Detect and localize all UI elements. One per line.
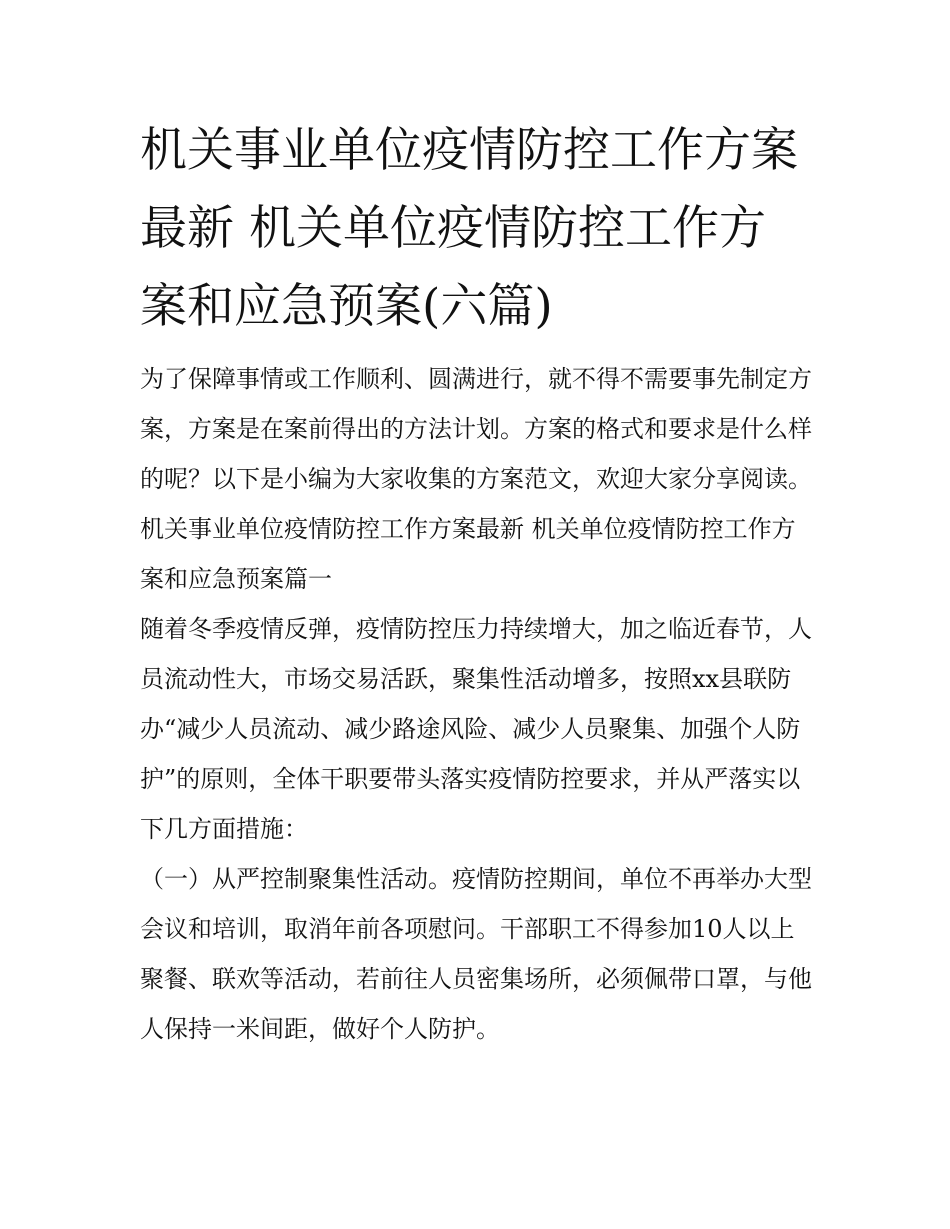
- document-page: [140, 112, 812, 1054]
- intro-paragraph: 为了保障事情或工作顺利、圆满进行，就不得不需要事先制定方案，方案是在案前得出的方法计划。方案的格式和要求是什么样的呢？以下是小编为大家收集的方案范文，欢迎大家分享阅读。: [140, 365, 812, 493]
- section-heading: 机关事业单位疫情防控工作方案最新 机关单位疫情防控工作方案和应急预案篇一: [140, 515, 796, 593]
- body-paragraph: （一）从严控制聚集性活动。疫情防控期间，单位不再举办大型会议和培训，取消年前各项慰问。干部职工不得参加10人以上聚餐、联欢等活动，若前往人员密集场所，必须佩带口罩，与他人保持一米间距，做好个人防护。: [140, 865, 812, 1043]
- body-paragraph: 随着冬季疫情反弹，疫情防控压力持续增大，加之临近春节，人员流动性大，市场交易活跃，聚集性活动增多，按照xx县联防办“减少人员流动、减少路途风险、减少人员聚集、加强个人防护”的原则，全体干职要带头落实疫情防控要求，并从严落实以下几方面措施：: [140, 615, 812, 843]
- document-title: 机关事业单位疫情防控工作方案最新 机关单位疫情防控工作方案和应急预案(六篇): [140, 123, 798, 334]
